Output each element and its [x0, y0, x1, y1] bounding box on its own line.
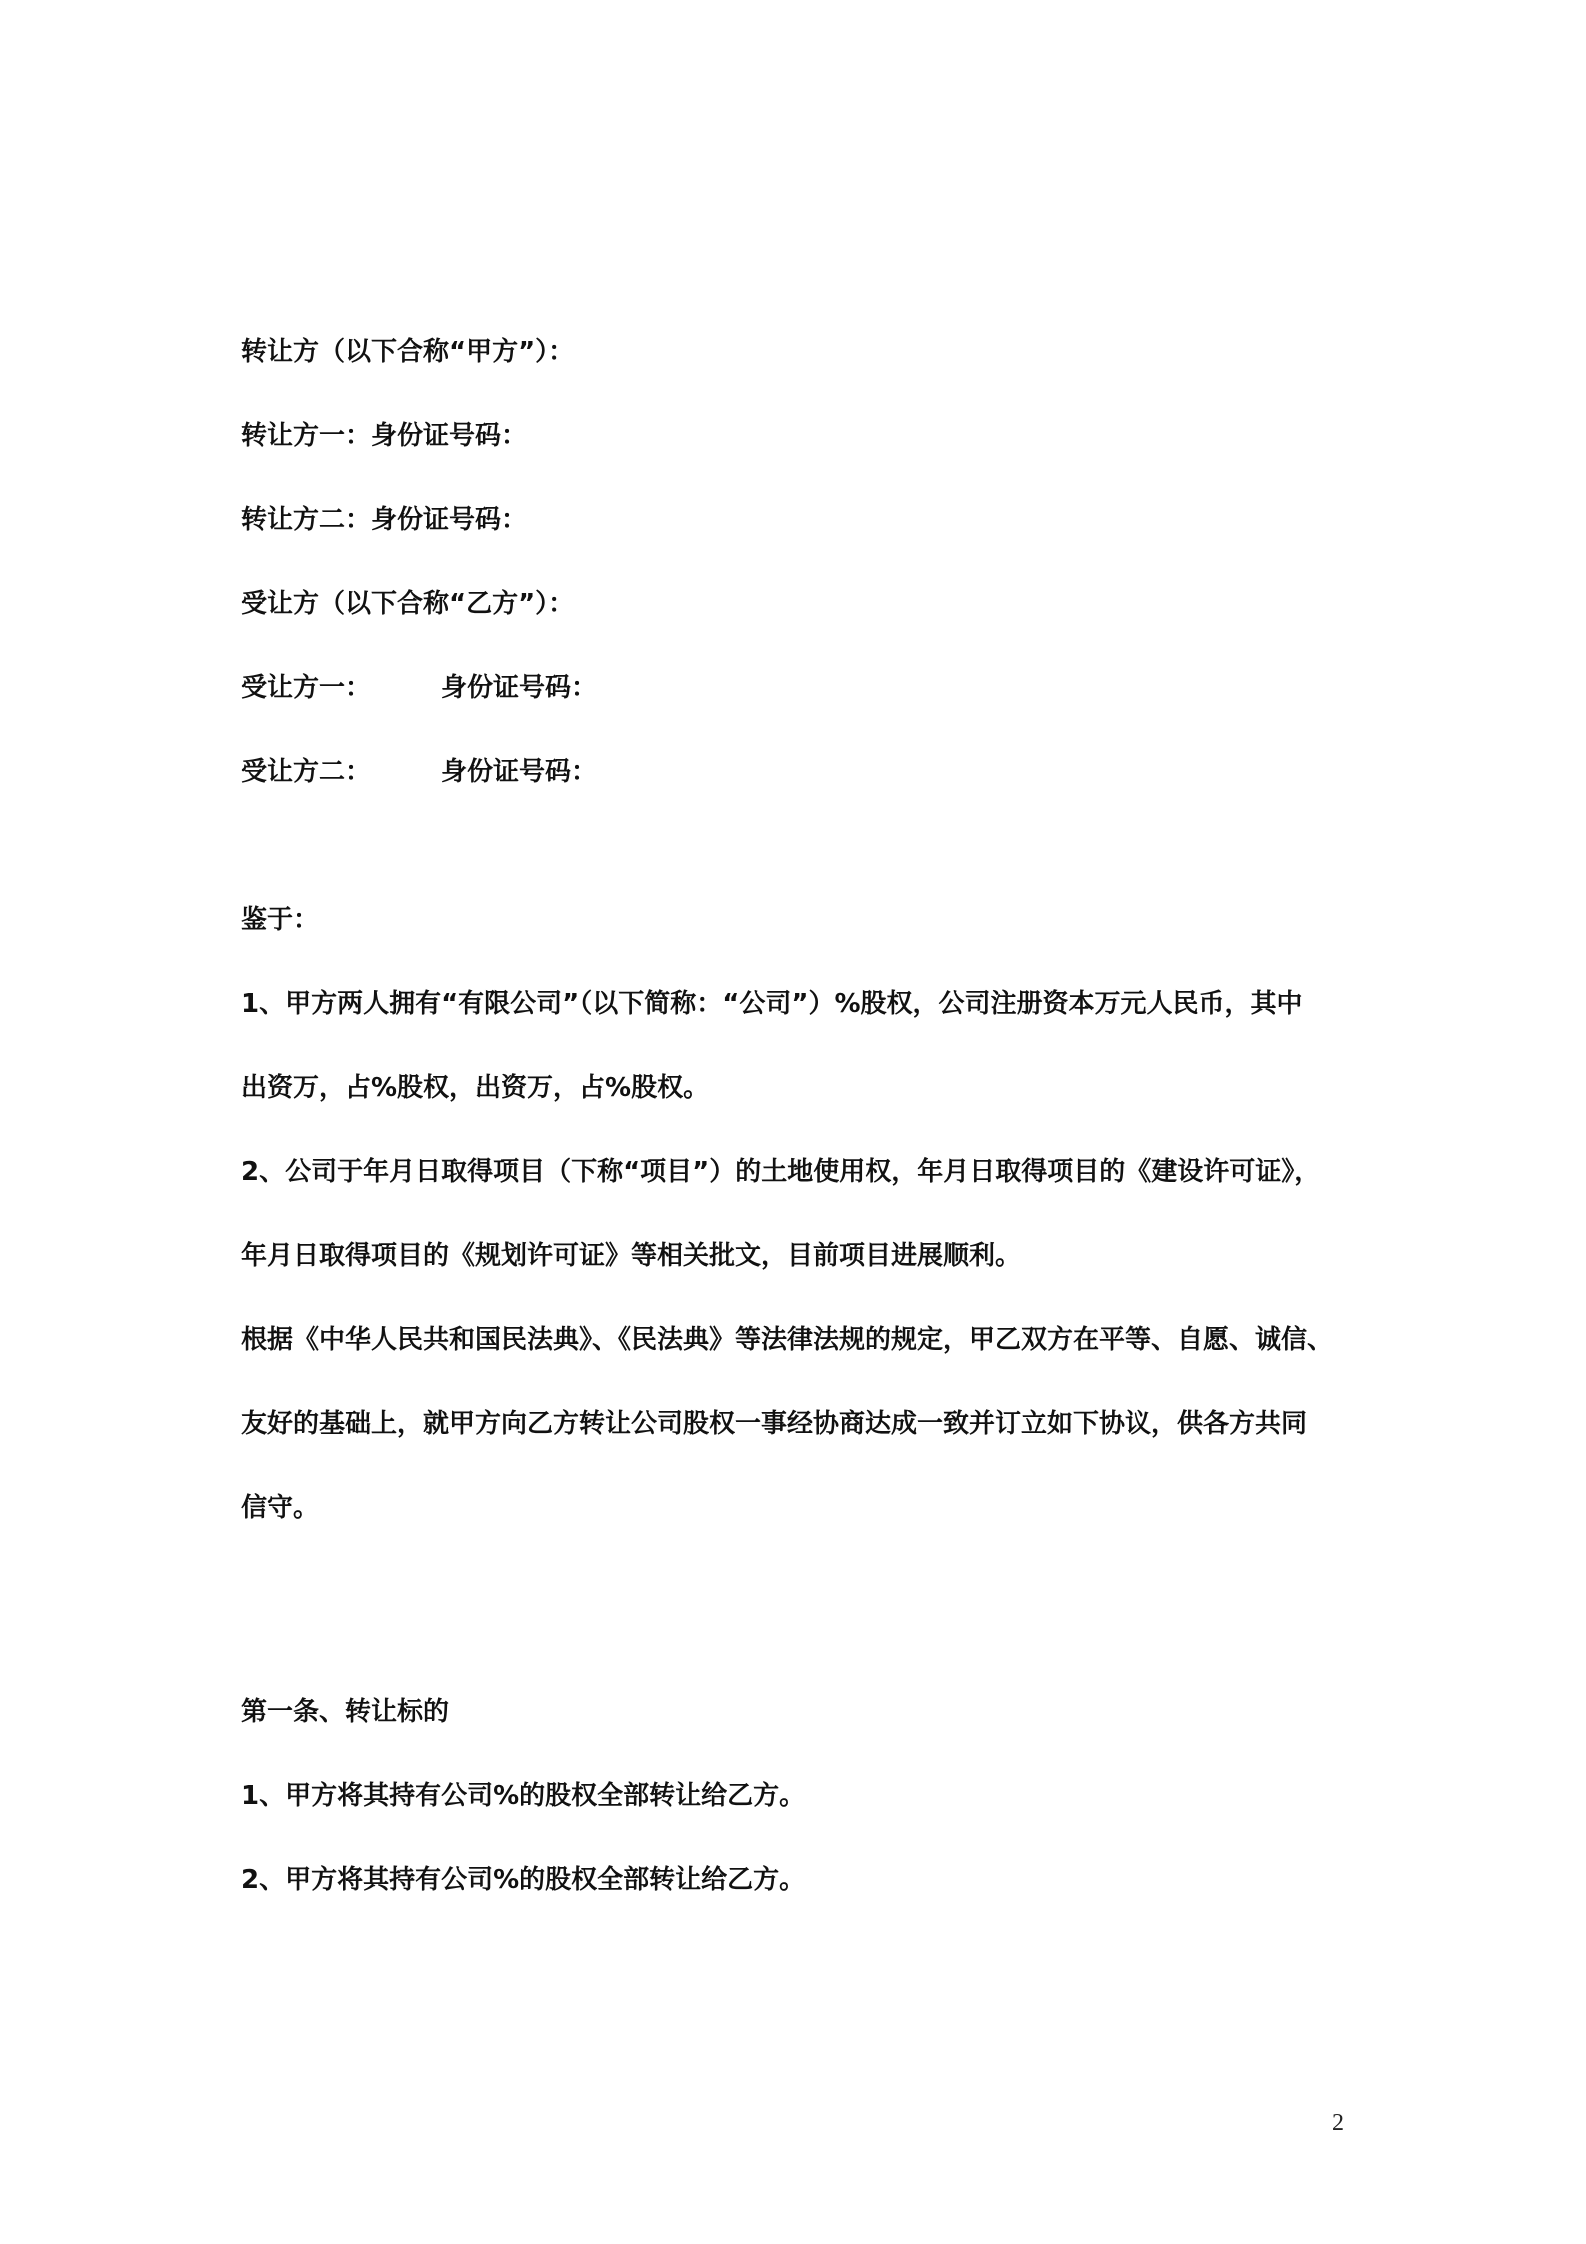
- page-number: 2: [1332, 2110, 1344, 2136]
- transferor-one-line: 转让方一：身份证号码：: [241, 421, 528, 451]
- whereas-item-1-line-1: 1、甲方两人拥有“有限公司”（以下简称：“公司”）%股权，公司注册资本万元人民币，其中: [241, 989, 1303, 1019]
- legal-basis-line-3: 信守。: [241, 1493, 320, 1523]
- transferee-one-line: [241, 671, 597, 705]
- transferor-heading: 转让方（以下合称“甲方”）：: [241, 337, 575, 367]
- whereas-item-1-line-2: 出资万，占%股权，出资万，占%股权。: [241, 1073, 710, 1103]
- whereas-item-2-line-1: 2、公司于年月日取得项目（下称“项目”）的土地使用权，年月日取得项目的《建设许可证》，: [241, 1157, 1321, 1187]
- transferor-two-line: 转让方二：身份证号码：: [241, 505, 528, 535]
- whereas-heading: 鉴于：: [241, 905, 320, 935]
- transferee-two-id-label: 身份证号码：: [441, 757, 598, 787]
- legal-basis-line-1: 根据《中华人民共和国民法典》、《民法典》等法律法规的规定，甲乙双方在平等、自愿、诚信、: [241, 1325, 1334, 1355]
- article-1-heading: 第一条、转让标的: [241, 1697, 450, 1727]
- transferee-two-line: [241, 755, 597, 789]
- transferee-heading: 受让方（以下合称“乙方”）：: [241, 589, 575, 619]
- transferee-one-id-label: 身份证号码：: [441, 673, 598, 703]
- legal-basis-line-2: 友好的基础上，就甲方向乙方转让公司股权一事经协商达成一致并订立如下协议，供各方共同: [241, 1409, 1308, 1439]
- whereas-item-2-line-2: 年月日取得项目的《规划许可证》等相关批文，目前项目进展顺利。: [241, 1241, 1022, 1271]
- transferee-one-label: 受让方一：: [241, 673, 372, 703]
- article-1-item-2: 2、甲方将其持有公司%的股权全部转让给乙方。: [241, 1865, 806, 1895]
- transferee-two-label: 受让方二：: [241, 757, 372, 787]
- article-1-item-1: 1、甲方将其持有公司%的股权全部转让给乙方。: [241, 1781, 806, 1811]
